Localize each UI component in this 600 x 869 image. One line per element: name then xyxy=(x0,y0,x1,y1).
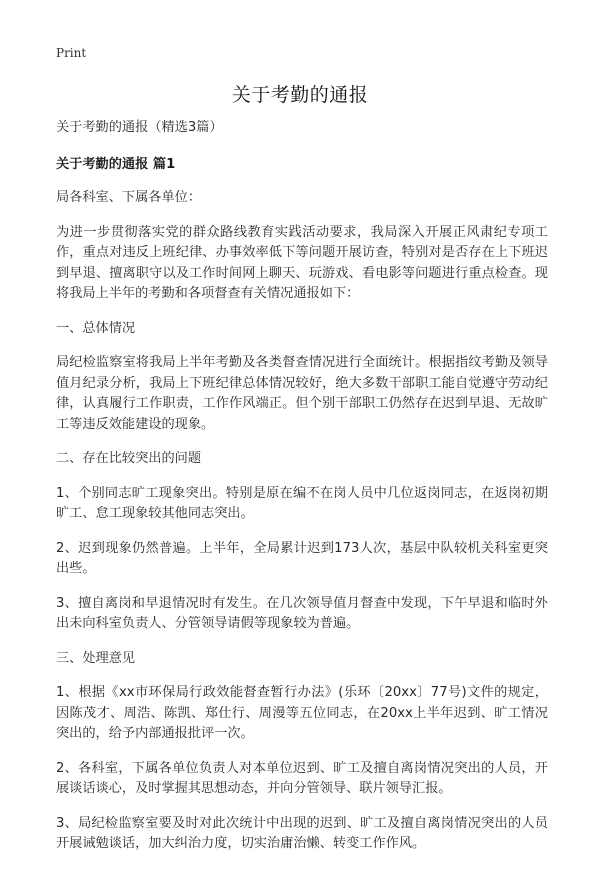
document-subtitle: 关于考勤的通报（精选3篇） xyxy=(56,120,223,135)
overall-paragraph: 局纪检监察室将我局上半年考勤及各类督查情况进行全面统计。根据指纹考勤及领导值月纪录分析，我局上下班纪律总体情况较好，绝大多数干部职工能自觉遵守劳动纪律，认真履行工作职责，工作作风端正。但个别干部职工仍然存在迟到早退、无故旷工等违反效能建设的现象。 xyxy=(56,355,548,432)
heading-opinions: 三、处理意见 xyxy=(56,650,136,666)
opinion-item-1: 1、根据《xx市环保局行政效能督查暂行办法》(乐环〔20xx〕77号)文件的规定，因陈茂才、周浩、陈凯、郑仕行、周漫等五位同志，在20xx上半年迟到、旷工情况突出的，给予内部通报批评一次。 xyxy=(56,685,548,741)
document-title: 关于考勤的通报 xyxy=(231,84,369,106)
opinion-item-3: 3、局纪检监察室要及时对此次统计中出现的迟到、旷工及擅自离岗情况突出的人员开展诫勉谈话，加大纠治力度，切实治庸治懒、转变工作作风。 xyxy=(56,815,548,851)
problem-item-3: 3、擅自离岗和早退情况时有发生。在几次领导值月督查中发现，下午早退和临时外出未向科室负责人、分管领导请假等现象较为普遍。 xyxy=(56,595,548,631)
problem-item-2: 2、迟到现象仍然普遍。上半年，全局累计迟到173人次，基层中队较机关科室更突出些。 xyxy=(56,540,548,576)
document-body xyxy=(56,118,548,869)
heading-problems: 二、存在比较突出的问题 xyxy=(56,451,202,466)
salutation: 局各科室、下属各单位： xyxy=(56,190,202,205)
section-heading: 关于考勤的通报 篇1 xyxy=(56,156,176,172)
heading-overall: 一、总体情况 xyxy=(56,320,136,336)
print-label: Print xyxy=(56,46,87,60)
opinion-item-2: 2、各科室，下属各单位负责人对本单位迟到、旷工及擅自离岗情况突出的人员，开展谈话谈心，及时掌握其思想动态，并向分管领导、联片领导汇报。 xyxy=(56,760,548,796)
problem-item-1: 1、个别同志旷工现象突出。特别是原在编不在岗人员中几位返岗同志，在返岗初期旷工、怠工现象较其他同志突出。 xyxy=(56,485,548,521)
intro-paragraph: 为进一步贯彻落实党的群众路线教育实践活动要求，我局深入开展正风肃纪专项工作，重点对违反上班纪律、办事效率低下等问题开展访查，特别对是否存在上下班迟到早退、擅离职守以及工作时间网上聊天、玩游戏、看电影等问题进行重点检查。现将我局上半年的考勤和各项督查有关情况通报如下： xyxy=(56,224,548,301)
